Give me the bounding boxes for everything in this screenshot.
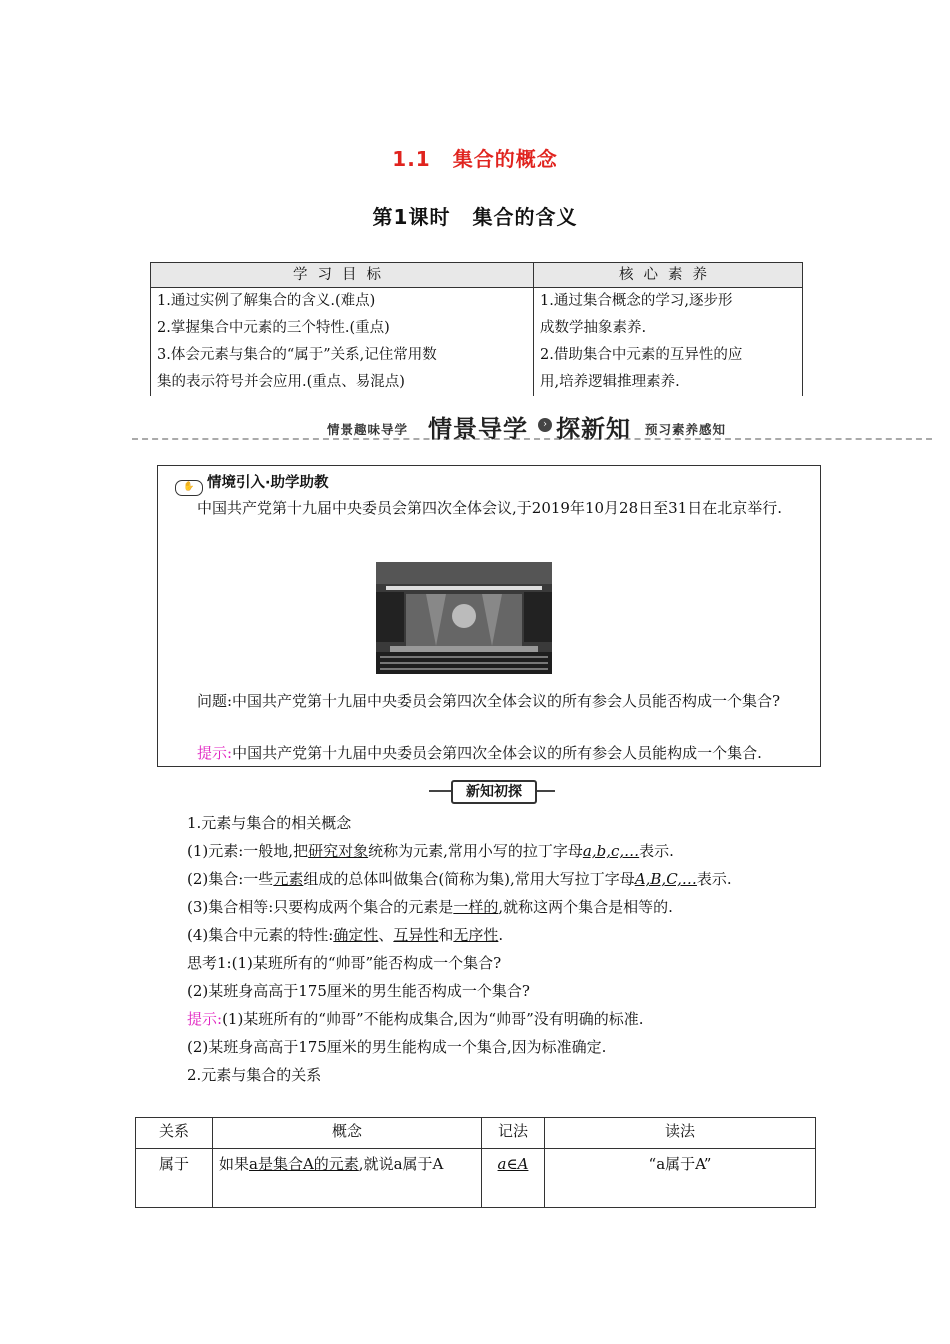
intro-heading: ✋ 情境引入·助学助教 [175, 471, 329, 496]
goals-table [150, 262, 803, 396]
intro-question: 问题:中国共产党第十九届中央委员会第四次全体会议的所有参会人员能否构成一个集合? [197, 692, 781, 710]
heading-2: 2.元素与集合的关系 [187, 1066, 322, 1084]
banner-big-left: 情景导学 [428, 415, 528, 443]
section-title: 1.1 集合的概念 [392, 147, 558, 171]
lesson-title: 第1课时 集合的含义 [372, 205, 578, 229]
new-knowledge-banner [429, 780, 555, 802]
think-1b: (2)某班身高高于175厘米的男生能否构成一个集合? [187, 982, 530, 1000]
item-element: (1)元素:一般地,把研究对象统称为元素,常用小写的拉丁字母a,b,c,…表示. [187, 842, 674, 860]
rel-header-notation: 记法 [482, 1118, 545, 1149]
goals-header-left: 学习目标 [151, 263, 534, 288]
handshake-icon: ✋ [175, 480, 203, 496]
intro-paragraph: 中国共产党第十九届中央委员会第四次全体会议,于2019年10月28日至31日在北京举行. [197, 499, 782, 517]
rel-header-concept: 概念 [213, 1118, 482, 1149]
rel-cell-relation: 属于 [136, 1149, 213, 1208]
new-knowledge-label: 新知初探 [451, 780, 537, 804]
think-1a: 思考1:(1)某班所有的“帅哥”能否构成一个集合? [187, 954, 502, 972]
item-set: (2)集合:一些元素组成的总体叫做集合(简称为集),常用大写拉丁字母A,B,C,…表示. [187, 870, 732, 888]
heading-1: 1.元素与集合的相关概念 [187, 814, 352, 832]
item-set-equality: (3)集合相等:只要构成两个集合的元素是一样的,就称这两个集合是相等的. [187, 898, 673, 916]
section-banner [132, 408, 932, 442]
rel-header-relation: 关系 [136, 1118, 213, 1149]
banner-big-right: 探新知 [556, 415, 631, 443]
banner-dashed-line [132, 438, 932, 440]
relation-table [135, 1117, 816, 1208]
item-properties: (4)集合中元素的特性:确定性、互异性和无序性. [187, 926, 504, 944]
intro-hint: 提示:中国共产党第十九届中央委员会第四次全体会议的所有参会人员能构成一个集合. [197, 744, 762, 762]
goals-right-cell: 1.通过集合概念的学习,逐步形 成数学抽象素养. 2.借助集合中元素的互异性的应 用,培养逻辑推理素养. [534, 288, 803, 397]
rel-cell-notation: a∈A [482, 1149, 545, 1208]
rel-header-reading: 读法 [545, 1118, 816, 1149]
banner-right-small: 预习素养感知 [645, 422, 727, 437]
rel-cell-concept: 如果a是集合A的元素,就说a属于A [213, 1149, 482, 1208]
banner-left-small: 情景趣味导学 [327, 422, 409, 437]
goals-left-cell: 1.通过实例了解集合的含义.(难点) 2.掌握集合中元素的三个特性.(重点) 3.体会元素与集合的“属于”关系,记住常用数 集的表示符号并会应用.(重点、易混点) [151, 288, 534, 397]
goals-header-right: 核心素养 [534, 263, 803, 288]
arrow-icon: › [538, 418, 552, 432]
hint-1a: 提示:(1)某班所有的“帅哥”不能构成集合,因为“帅哥”没有明确的标准. [187, 1010, 644, 1028]
hint-1b: (2)某班身高高于175厘米的男生能构成一个集合,因为标准确定. [187, 1038, 607, 1056]
rel-cell-reading: “a属于A” [545, 1149, 816, 1208]
content-body [157, 809, 819, 1089]
conference-photo [376, 562, 552, 674]
